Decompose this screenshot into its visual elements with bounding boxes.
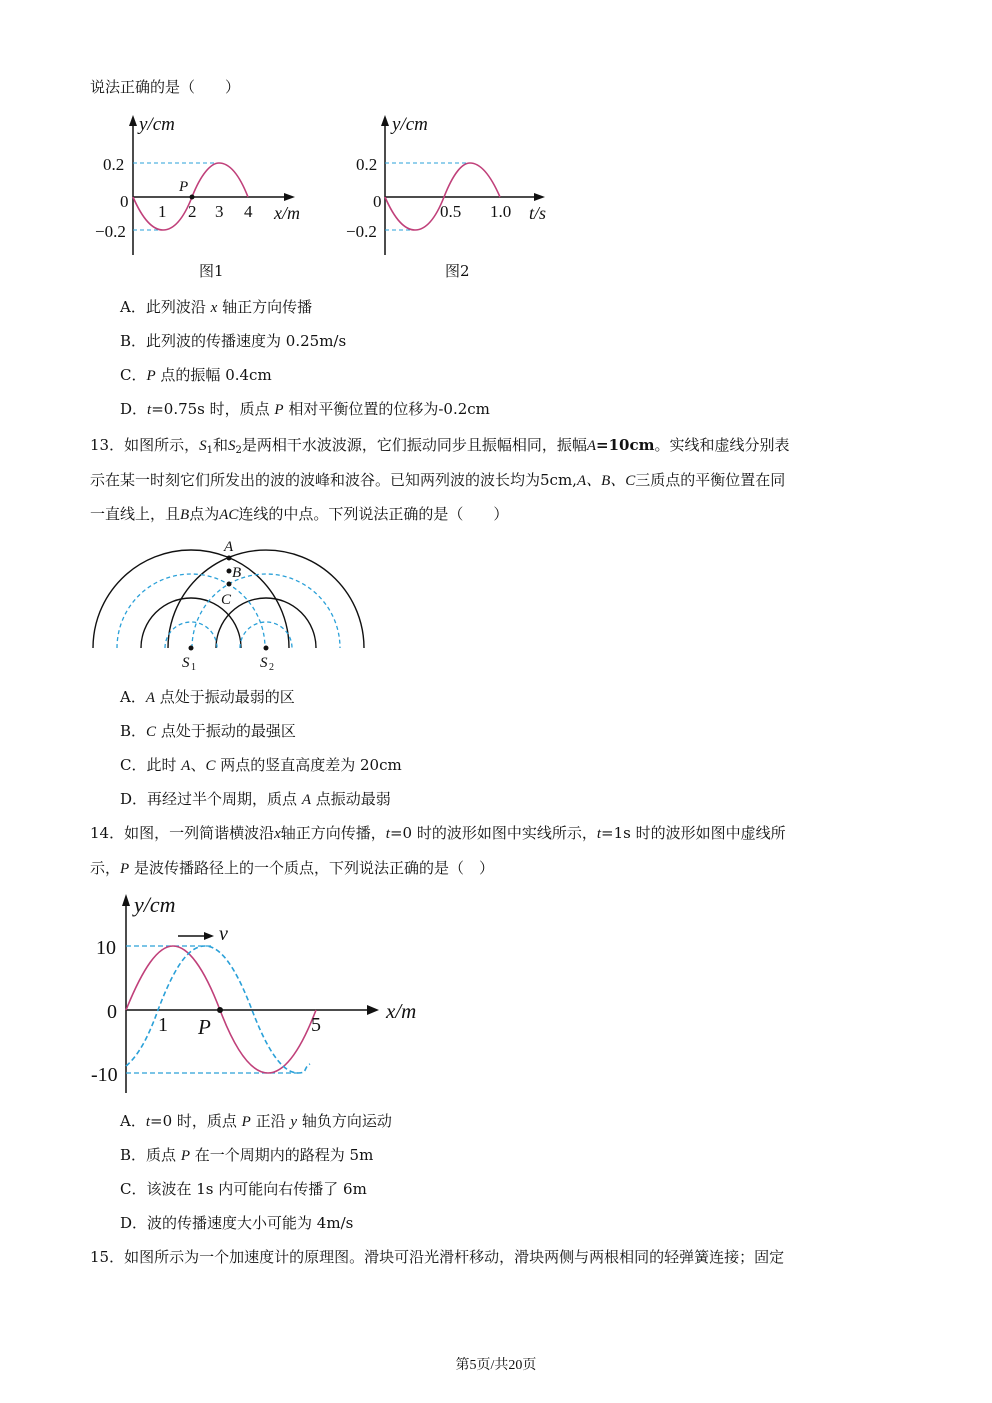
y-tick: −0.2 [346, 222, 377, 241]
y-tick: −0.2 [95, 222, 126, 241]
q13-line-3: 一直线上，且B点为AC连线的中点。下列说法正确的是（ ） [90, 505, 509, 523]
q14-option-a: A．t=0 时，质点 P 正沿 y 轴负方向运动 [120, 1112, 392, 1130]
y-tick: 0.2 [103, 155, 125, 174]
p-label: P [198, 1015, 211, 1039]
y-tick: 10 [96, 937, 116, 959]
label-b: B [232, 565, 242, 581]
q12-figure-1 [95, 110, 325, 260]
x-tick: 5 [311, 1014, 321, 1036]
label-s2-sub: 2 [269, 662, 274, 673]
x-label: x/m [386, 999, 417, 1023]
point-a [227, 556, 232, 561]
y-label: y/cm [392, 114, 428, 135]
x-label: x/m [274, 203, 300, 223]
q14-option-d: D．波的传播速度大小可能为 4m/s [120, 1214, 354, 1232]
x-tick: 0.5 [440, 202, 462, 221]
s1-trough-inner [165, 622, 217, 648]
v-label: v [219, 923, 228, 945]
x-tick: 1 [158, 202, 167, 221]
q13-option-d: D．再经过半个周期，质点 A 点振动最弱 [120, 790, 391, 808]
q15-line-1: 15．如图所示为一个加速度计的原理图。滑块可沿光滑杆移动，滑块两侧与两根相同的轻弹簧连接；固定 [90, 1248, 785, 1266]
x-label: t/s [529, 203, 547, 223]
q12-option-b: B．此列波的传播速度为 0.25m/s [120, 332, 347, 350]
q13-option-a: A．A 点处于振动最弱的区 [120, 688, 295, 706]
label-s2: S [260, 655, 268, 671]
q12-option-c: C．P 点的振幅 0.4cm [120, 366, 272, 384]
y-tick: -10 [91, 1064, 118, 1086]
y-label: y/cm [134, 892, 176, 917]
s2-trough-inner [240, 622, 292, 648]
q13-line-2: 示在某一时刻它们所发出的波的波峰和波谷。已知两列波的波长均为5cm,A、B、C三质点的平衡位置在同 [90, 471, 786, 489]
fig1-caption: 图1 [199, 262, 224, 280]
point-p [217, 1007, 223, 1013]
y-tick: 0 [373, 192, 382, 211]
x-tick: 1.0 [490, 202, 512, 221]
y-label: y/cm [139, 114, 175, 135]
source-s1 [189, 646, 194, 651]
point-b [227, 569, 232, 574]
q13-line-1: 13．如图所示，$S_1$和$S_2$是两相干水波波源，它们振动同步且振幅相同，振幅A=10cm。实线和虚线分别表 [90, 436, 790, 456]
q14-line-2: 示，P 是波传播路径上的一个质点，下列说法正确的是（ ） [90, 859, 494, 877]
q13-interference-figure [88, 530, 378, 680]
q12-option-d: D．t=0.75s 时，质点 P 相对平衡位置的位移为-0.2cm [120, 400, 490, 418]
x-tick: 4 [244, 202, 253, 221]
q14-option-c: C．该波在 1s 内可能向右传播了 6m [120, 1180, 367, 1198]
x-tick: 3 [215, 202, 224, 221]
y-tick: 0 [120, 192, 129, 211]
label-a: A [224, 539, 234, 555]
label-c: C [221, 592, 232, 608]
q13-option-c: C．此时 A、C 两点的竖直高度差为 20cm [120, 756, 402, 774]
label-s1-sub: 1 [191, 662, 196, 673]
source-s2 [264, 646, 269, 651]
y-tick: 0.2 [356, 155, 378, 174]
intro-line: 说法正确的是（ ） [90, 78, 241, 96]
label-s1: S [182, 655, 190, 671]
q13-option-b: B．C 点处于振动的最强区 [120, 722, 296, 740]
x-tick: 1 [158, 1014, 168, 1036]
q14-wave-figure [88, 888, 438, 1098]
q14-line-1: 14．如图，一列简谐横波沿x轴正方向传播，t=0 时的波形如图中实线所示，t=1s 时的波形如图中虚线所 [90, 824, 786, 842]
q14-option-b: B．质点 P 在一个周期内的路程为 5m [120, 1146, 374, 1164]
fig2-caption: 图2 [445, 262, 470, 280]
page-footer: 第5页/共20页 [455, 1358, 537, 1373]
point-p [190, 195, 195, 200]
x-tick: 2 [188, 202, 197, 221]
point-p-label: P [179, 179, 189, 195]
y-tick: 0 [107, 1001, 117, 1023]
q12-figure-2 [340, 110, 570, 260]
point-c [227, 582, 232, 587]
q12-option-a: A．此列波沿 x 轴正方向传播 [120, 298, 313, 316]
